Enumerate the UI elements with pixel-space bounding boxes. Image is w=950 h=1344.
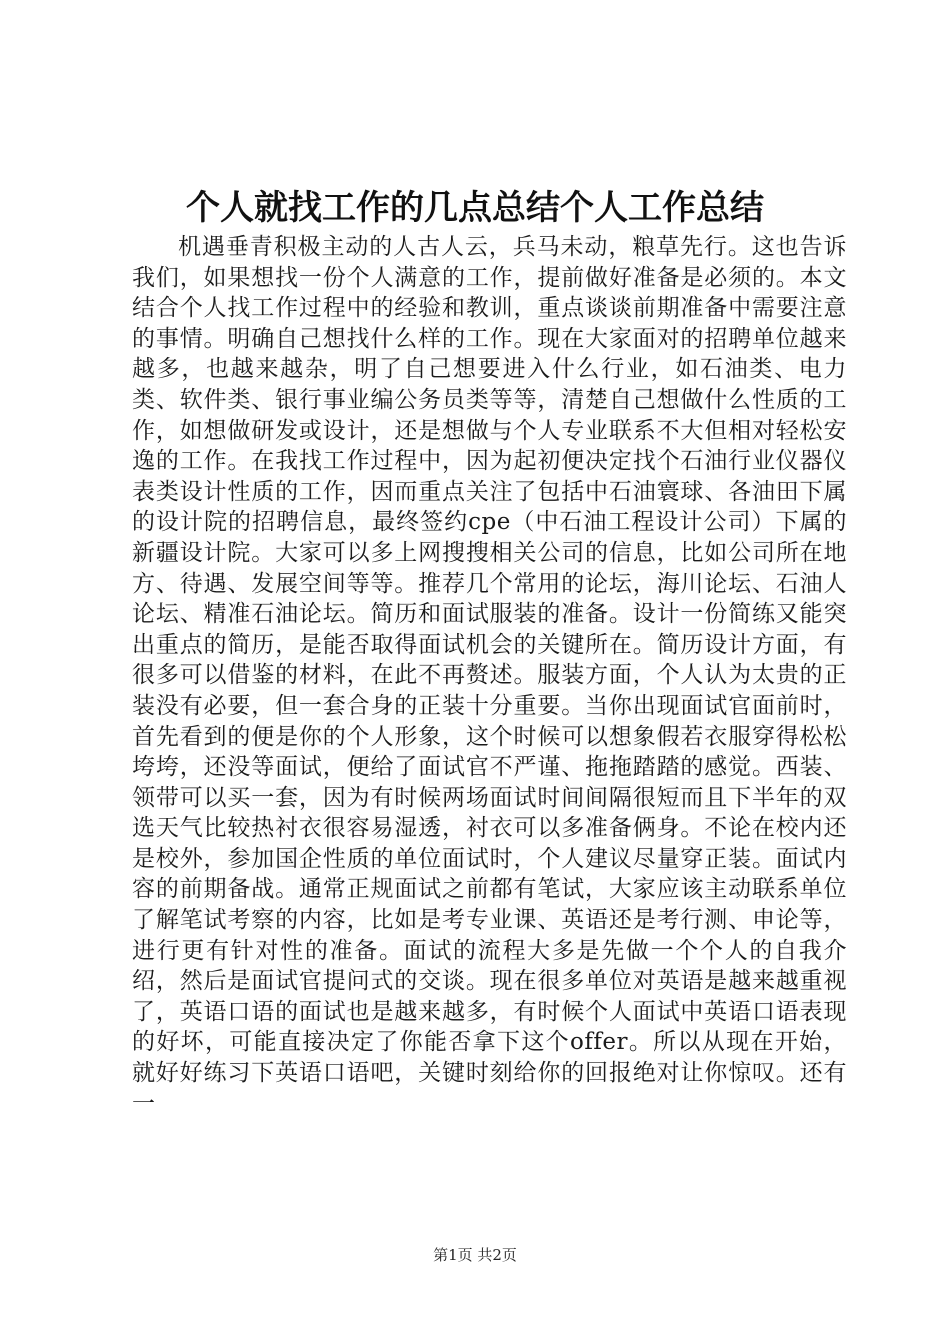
document-title: 个人就找工作的几点总结个人工作总结 (186, 188, 764, 228)
page-number-footer: 第1页 共2页 (433, 1246, 517, 1264)
body-paragraph: 机遇垂青积极主动的人古人云，兵马未动，粮草先行。这也告诉我们，如果想找一份个人满意的工作，提前做好准备是必须的。本文结合个人找工作过程中的经验和教训，重点谈谈前期准备中需要注意的事情。明确自己想找什么样的工作。现在大家面对的招聘单位越来越多，也越来越杂，明了自己想要进入什么行业，如石油类、电力类、软件类、银行事业编公务员类等等，清楚自己想做什么性质的工作，如想做研发或设计，还是想做与个人专业联系不大但相对轻松安逸的工作。在我找工作过程中，因为起初便决定找个石油行业仪器仪表类设计性质的工作，因而重点关注了包括中石油寰球、各油田下属的设计院的招聘信息，最终签约cpe（中石油工程设计公司）下属的新疆设计院。大家可以多上网搜搜相关公司的信息，比如公司所在地方、待遇、发展空间等等。推荐几个常用的论坛，海川论坛、石油人论坛、精准石油论坛。简历和面试服装的准备。设计一份简练又能突出重点的简历，是能否取得面试机会的关键所在。简历设计方面，有很多可以借鉴的材料，在此不再赘述。服装方面，个人认为太贵的正装没有必要，但一套合身的正装十分重要。当你出现面试官面前时，首先看到的便是你的个人形象，这个时候可以想象假若衣服穿得松松垮垮，还没等面试，便给了面试官不严谨、拖拖踏踏的感觉。西装、领带可以买一套，因为有时候两场面试时间间隔很短而且下半年的双选天气比较热衬衣很容易湿透，衬衣可以多准备俩身。不论在校内还是校外，参加国企性质的单位面试时，个人建议尽量穿正装。面试内容的前期备战。通常正规面试之前都有笔试，大家应该主动联系单位了解笔试考察的内容，比如是考专业课、英语还是考行测、申论等，进行更有针对性的准备。面试的流程大多是先做一个个人的自我介绍，然后是面试官提问式的交谈。现在很多单位对英语是越来越重视了，英语口语的面试也是越来越多，有时候个人面试中英语口语表现的好坏，可能直接决定了你能否拿下这个offer。所以从现在开始，就好好练习下英语口语吧，关键时刻给你的回报绝对让你惊叹。还有一 (132, 234, 847, 1117)
